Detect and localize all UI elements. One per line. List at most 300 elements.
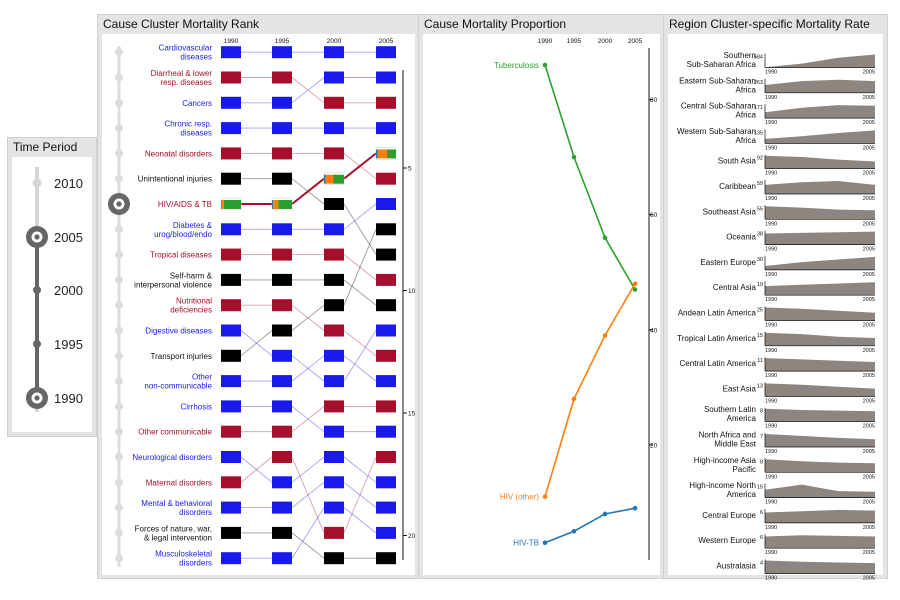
region-area[interactable]: [765, 485, 875, 498]
region-x-end: 2005: [862, 221, 875, 228]
region-x-end: 2005: [862, 499, 875, 506]
rank-box[interactable]: [221, 527, 241, 539]
region-x-start: 1990: [765, 575, 778, 582]
region-max-label: 11: [757, 358, 763, 365]
region-label: Tropical Latin America: [677, 333, 756, 343]
rank-link-16: [344, 457, 376, 482]
cluster-track-dot[interactable]: [115, 99, 123, 107]
cluster-track-dot[interactable]: [115, 301, 123, 309]
rank-link-10: [344, 331, 376, 356]
slider-tick-2010[interactable]: [33, 179, 42, 188]
region-max-label: 8: [759, 459, 763, 466]
region-label: Central Sub-Saharan: [680, 101, 756, 111]
region-area[interactable]: [765, 257, 875, 270]
rank-scale-label-20: 20: [408, 533, 416, 540]
region-max-label: 25: [756, 307, 763, 314]
region-max-label: 30: [756, 256, 763, 263]
cluster-track-dot[interactable]: [115, 377, 123, 385]
region-label: Western Europe: [698, 536, 756, 546]
rank-box[interactable]: [221, 173, 241, 185]
rank-box[interactable]: [376, 476, 396, 488]
rank-box[interactable]: [324, 552, 344, 564]
cluster-track-dot[interactable]: [115, 428, 123, 436]
region-max-label: 19: [756, 282, 763, 289]
region-area[interactable]: [765, 510, 875, 523]
rank-scale-label-10: 10: [408, 288, 416, 295]
region-x-start: 1990: [765, 524, 778, 531]
rank-box[interactable]: [272, 552, 292, 564]
region-x-end: 2005: [862, 69, 875, 76]
region-max-label: 6: [759, 509, 763, 516]
cluster-track-dot[interactable]: [115, 175, 123, 183]
region-max-label: 38: [756, 231, 763, 238]
rank-box[interactable]: [221, 274, 241, 286]
region-area[interactable]: [765, 232, 875, 245]
rank-box[interactable]: [272, 375, 292, 387]
rank-box[interactable]: [272, 274, 292, 286]
prop-point[interactable]: [543, 540, 548, 545]
rank-scale-label-5: 5: [408, 165, 412, 173]
rank-link-13: [344, 356, 376, 381]
region-x-end: 2005: [862, 524, 875, 531]
rank-box[interactable]: [221, 122, 241, 134]
rank-box[interactable]: [324, 350, 344, 362]
region-label: Eastern Sub-Saharan: [679, 76, 756, 86]
cluster-label: Chronic resp.: [164, 119, 212, 129]
region-area[interactable]: [765, 55, 875, 68]
rank-box[interactable]: [272, 527, 292, 539]
cluster-label: Mental & behavioral: [141, 499, 212, 509]
region-label: Southern Latin: [703, 405, 756, 415]
time-period-inner: [12, 157, 92, 432]
proportion-panel-title: Cause Mortality Proportion: [424, 17, 567, 31]
rank-box[interactable]: [272, 426, 292, 438]
time-period-title: Time Period: [13, 140, 78, 154]
rank-box[interactable]: [221, 299, 241, 311]
cluster-label: Neonatal disorders: [144, 149, 212, 159]
cluster-track-dot[interactable]: [115, 124, 123, 132]
cluster-track-dot[interactable]: [115, 402, 123, 410]
cluster-track-dot[interactable]: [115, 504, 123, 512]
rank-box[interactable]: [324, 72, 344, 84]
region-x-start: 1990: [765, 246, 778, 253]
time-period-panel: [7, 137, 97, 437]
cluster-label: Musculoskeletal: [155, 549, 212, 559]
slider-tick-1995[interactable]: [33, 340, 41, 348]
prop-year-label-1990: 1990: [537, 38, 553, 45]
rank-box[interactable]: [324, 375, 344, 387]
cluster-label: Digestive diseases: [145, 326, 212, 336]
cluster-label: Cirrhosis: [180, 402, 212, 412]
rank-box[interactable]: [324, 198, 344, 210]
rank-box[interactable]: [221, 97, 241, 109]
region-label: Central Latin America: [679, 359, 756, 369]
rank-link-18: [344, 482, 376, 507]
region-x-end: 2005: [862, 145, 875, 152]
region-area[interactable]: [765, 181, 875, 194]
region-x-start: 1990: [765, 120, 778, 127]
rank-box[interactable]: [324, 274, 344, 286]
rank-box[interactable]: [272, 173, 292, 185]
year-label-2010: 2010: [54, 176, 83, 191]
rank-box-segment: [222, 200, 224, 209]
prop-point[interactable]: [603, 512, 608, 517]
cluster-track-dot[interactable]: [115, 74, 123, 82]
prop-axis-label-60: 60: [650, 212, 658, 220]
rank-box[interactable]: [324, 46, 344, 58]
rank-box-segment: [272, 200, 273, 209]
rank-box[interactable]: [272, 502, 292, 514]
rank-chart: [102, 34, 415, 575]
prop-axis-label-40: 40: [650, 327, 658, 335]
rank-box[interactable]: [376, 72, 396, 84]
proportion-panel-inner: [423, 34, 660, 575]
rank-box[interactable]: [376, 122, 396, 134]
region-x-end: 2005: [862, 575, 875, 582]
rank-box[interactable]: [272, 147, 292, 159]
rank-box[interactable]: [272, 223, 292, 235]
rank-box[interactable]: [324, 426, 344, 438]
rank-box[interactable]: [272, 122, 292, 134]
rank-year-label-1990: 1990: [223, 38, 239, 45]
region-label: Africa: [735, 135, 756, 145]
prop-point[interactable]: [633, 506, 638, 511]
rank-box[interactable]: [221, 552, 241, 564]
region-x-start: 1990: [765, 499, 778, 506]
prop-point[interactable]: [543, 494, 548, 499]
rank-box[interactable]: [376, 400, 396, 412]
rank-box[interactable]: [221, 325, 241, 337]
prop-axis-label-80: 80: [650, 97, 658, 105]
region-x-start: 1990: [765, 297, 778, 304]
cluster-track-dot[interactable]: [115, 276, 123, 284]
prop-point[interactable]: [633, 281, 638, 286]
region-x-end: 2005: [862, 170, 875, 177]
rank-box[interactable]: [376, 552, 396, 564]
rank-box[interactable]: [272, 72, 292, 84]
region-max-label: 7: [759, 434, 763, 440]
region-x-end: 2005: [862, 297, 875, 304]
rank-box[interactable]: [376, 249, 396, 261]
cluster-label: Diarrheal & lower: [150, 69, 212, 78]
region-label: High-income North: [689, 481, 756, 491]
cluster-label: Self-harm &: [169, 271, 212, 281]
region-x-end: 2005: [862, 398, 875, 405]
rank-box[interactable]: [376, 173, 396, 185]
prop-axis-label-20: 20: [650, 442, 658, 450]
cluster-label: urog/blood/endo: [154, 229, 212, 239]
rank-box-segment: [278, 200, 292, 209]
rank-box[interactable]: [272, 97, 292, 109]
region-label: Middle East: [714, 439, 756, 449]
region-label: Eastern Europe: [700, 257, 756, 267]
rank-box[interactable]: [272, 249, 292, 261]
region-x-start: 1990: [765, 94, 778, 101]
rank-panel: [97, 14, 420, 579]
rank-box[interactable]: [376, 299, 396, 311]
region-x-start: 1990: [765, 170, 778, 177]
region-x-end: 2005: [862, 347, 875, 354]
region-max-label: 4: [759, 560, 763, 567]
rank-box-segment: [378, 149, 387, 158]
rank-box[interactable]: [324, 122, 344, 134]
slider-tick-2000[interactable]: [33, 286, 41, 294]
cluster-label: HIV/AIDS & TB: [157, 200, 212, 209]
region-x-end: 2005: [862, 449, 875, 455]
region-max-label: 6: [759, 535, 763, 542]
region-max-label: 135: [753, 130, 763, 137]
region-area[interactable]: [765, 434, 875, 447]
region-label: Andean Latin America: [677, 308, 756, 318]
region-x-start: 1990: [765, 373, 778, 380]
rank-box[interactable]: [221, 375, 241, 387]
rank-year-label-2005: 2005: [378, 38, 394, 45]
rank-box[interactable]: [324, 249, 344, 261]
region-max-label: 15: [756, 332, 763, 339]
rank-link-12: [344, 229, 376, 305]
cluster-label: non-communicable: [144, 381, 212, 391]
rank-box[interactable]: [376, 426, 396, 438]
region-x-end: 2005: [862, 550, 875, 557]
rank-box-segment: [333, 175, 344, 184]
cluster-label: Tropical diseases: [150, 250, 212, 260]
prop-point[interactable]: [603, 333, 608, 338]
cluster-track-dot[interactable]: [115, 225, 123, 233]
cluster-track-dot[interactable]: [115, 327, 123, 335]
cluster-label: Cardiovascular: [158, 43, 212, 53]
region-x-end: 2005: [862, 94, 875, 101]
prop-year-label-1995: 1995: [566, 38, 582, 45]
rank-box[interactable]: [221, 147, 241, 159]
region-max-label: 584: [753, 54, 763, 61]
rank-box[interactable]: [272, 325, 292, 337]
slider-handle-dot-2005: [34, 234, 39, 239]
rank-scale-label-15: 15: [408, 410, 416, 418]
rank-box[interactable]: [221, 451, 241, 463]
region-x-end: 2005: [862, 120, 875, 127]
prop-line-0: [545, 65, 635, 289]
cluster-track-dot[interactable]: [115, 149, 123, 157]
cluster-label: Neurological disorders: [132, 453, 212, 462]
rank-panel-title: Cause Cluster Mortality Rank: [103, 17, 260, 31]
rank-box[interactable]: [324, 299, 344, 311]
region-area[interactable]: [765, 409, 875, 422]
region-label: America: [726, 490, 756, 500]
rank-box[interactable]: [324, 325, 344, 337]
rank-box[interactable]: [221, 350, 241, 362]
year-label-1990: 1990: [54, 391, 83, 406]
prop-point[interactable]: [572, 397, 577, 402]
cluster-track-dot[interactable]: [115, 48, 123, 56]
rank-box[interactable]: [272, 46, 292, 58]
region-x-start: 1990: [765, 550, 778, 557]
region-label: Central Europe: [702, 510, 756, 520]
rank-link-9: [344, 280, 376, 305]
region-label: Africa: [735, 85, 756, 95]
region-area[interactable]: [765, 333, 875, 346]
rank-box[interactable]: [272, 350, 292, 362]
region-area[interactable]: [765, 105, 875, 118]
rank-year-label-2000: 2000: [326, 38, 342, 45]
prop-series-label: Tuberculosis: [493, 61, 539, 71]
rank-panel-inner: [102, 34, 415, 575]
rank-link-20: [292, 508, 324, 559]
rank-box[interactable]: [376, 375, 396, 387]
cluster-label: Other communicable: [138, 427, 212, 437]
rank-box-segment: [221, 200, 222, 209]
region-panel-title: Region Cluster-specific Mortality Rate: [669, 17, 870, 31]
prop-point[interactable]: [572, 529, 577, 534]
region-area[interactable]: [765, 282, 875, 295]
region-x-end: 2005: [862, 196, 875, 202]
region-x-start: 1990: [765, 423, 778, 430]
rank-box[interactable]: [376, 97, 396, 109]
cluster-label: Maternal disorders: [145, 478, 212, 488]
rank-link-20: [344, 508, 376, 533]
rank-box[interactable]: [324, 476, 344, 488]
rank-box-segment: [326, 175, 334, 184]
year-label-1995: 1995: [54, 337, 83, 352]
cluster-track-dot[interactable]: [115, 352, 123, 360]
rank-box[interactable]: [272, 476, 292, 488]
prop-series-label: HIV-TB: [513, 538, 539, 548]
region-x-end: 2005: [862, 271, 875, 278]
region-max-label: 92: [756, 155, 763, 162]
rank-box-segment: [376, 149, 378, 158]
rank-box[interactable]: [376, 502, 396, 514]
rank-box[interactable]: [376, 274, 396, 286]
rank-year-label-1995: 1995: [274, 38, 290, 45]
region-area[interactable]: [765, 206, 875, 219]
rank-box[interactable]: [272, 451, 292, 463]
prop-line-1: [545, 284, 635, 497]
rank-link-18: [292, 482, 324, 507]
region-area[interactable]: [765, 459, 875, 472]
region-x-end: 2005: [862, 322, 875, 329]
region-x-start: 1990: [765, 449, 778, 455]
region-x-start: 1990: [765, 196, 778, 202]
region-area[interactable]: [765, 156, 875, 169]
rank-box[interactable]: [221, 46, 241, 58]
cluster-label: diseases: [180, 128, 212, 138]
rank-link-7: [344, 204, 376, 229]
prop-point[interactable]: [603, 235, 608, 240]
rank-box[interactable]: [376, 350, 396, 362]
cluster-label: Nutritional: [175, 296, 212, 306]
region-x-start: 1990: [765, 271, 778, 278]
region-label: Pacific: [732, 464, 756, 474]
rank-box[interactable]: [221, 400, 241, 412]
rank-box[interactable]: [324, 527, 344, 539]
rank-box[interactable]: [221, 476, 241, 488]
region-area[interactable]: [765, 383, 875, 396]
cluster-track-dot[interactable]: [115, 251, 123, 259]
region-x-start: 1990: [765, 322, 778, 329]
rank-box[interactable]: [376, 198, 396, 210]
cluster-label: diseases: [180, 52, 212, 62]
time-period-slider[interactable]: [12, 157, 92, 432]
prop-point[interactable]: [572, 155, 577, 160]
rank-box[interactable]: [376, 223, 396, 235]
region-label: Central Asia: [712, 283, 756, 293]
region-max-label: 59: [756, 181, 763, 187]
region-area[interactable]: [765, 358, 875, 371]
rank-box[interactable]: [221, 223, 241, 235]
rank-box[interactable]: [376, 325, 396, 337]
slider-handle-dot-1990: [34, 395, 39, 400]
prop-line-2: [545, 508, 635, 543]
region-area[interactable]: [765, 130, 875, 143]
proportion-chart: [423, 34, 660, 575]
rank-box[interactable]: [221, 249, 241, 261]
region-label: Western Sub-Saharan: [676, 126, 756, 136]
rank-box[interactable]: [324, 451, 344, 463]
region-area[interactable]: [765, 535, 875, 548]
rank-box[interactable]: [324, 502, 344, 514]
region-area[interactable]: [765, 80, 875, 93]
region-x-start: 1990: [765, 347, 778, 354]
rank-box[interactable]: [376, 451, 396, 463]
region-x-end: 2005: [862, 423, 875, 430]
region-area[interactable]: [765, 308, 875, 321]
rank-link-19: [292, 533, 324, 558]
rank-box[interactable]: [324, 97, 344, 109]
region-label: America: [726, 414, 756, 424]
cluster-label: interpersonal violence: [134, 280, 212, 290]
rank-box[interactable]: [272, 400, 292, 412]
cluster-label: Diabetes &: [172, 220, 212, 230]
region-label: Caribbean: [719, 182, 756, 191]
region-label: North Africa and: [698, 430, 756, 440]
region-label: Australasia: [716, 561, 756, 571]
cluster-track-dot[interactable]: [115, 478, 123, 486]
cluster-label: Transport injuries: [150, 351, 212, 361]
region-x-start: 1990: [765, 474, 778, 481]
cluster-label: Unintentional injuries: [137, 174, 212, 184]
region-panel-inner: [668, 34, 883, 582]
rank-box[interactable]: [324, 147, 344, 159]
rank-box[interactable]: [221, 72, 241, 84]
prop-point[interactable]: [543, 63, 548, 68]
region-label: South Asia: [717, 156, 756, 166]
rank-box-segment: [224, 200, 241, 209]
rank-box[interactable]: [376, 527, 396, 539]
cluster-track-dot[interactable]: [115, 453, 123, 461]
region-label: Sub-Saharan Africa: [686, 60, 756, 69]
rank-box-segment: [387, 149, 396, 158]
region-max-label: 13: [756, 383, 763, 390]
rank-box[interactable]: [376, 46, 396, 58]
region-area[interactable]: [765, 561, 875, 574]
cluster-label: resp. diseases: [160, 78, 212, 87]
cluster-track-dot[interactable]: [115, 529, 123, 537]
region-label: Southeast Asia: [702, 207, 756, 217]
rank-link-5: [344, 204, 376, 255]
rank-box[interactable]: [221, 426, 241, 438]
prop-year-label-2005: 2005: [627, 38, 643, 45]
rank-box[interactable]: [221, 502, 241, 514]
region-label: High-income Asia: [693, 455, 756, 465]
rank-box[interactable]: [324, 400, 344, 412]
rank-box-segment: [273, 200, 278, 209]
cluster-label: Forces of nature, war,: [134, 524, 212, 534]
year-label-2005: 2005: [54, 230, 83, 245]
rank-box[interactable]: [324, 223, 344, 235]
rank-box[interactable]: [272, 299, 292, 311]
rank-box-segment: [324, 175, 326, 184]
cluster-track-dot[interactable]: [115, 554, 123, 562]
region-chart: [668, 34, 883, 582]
